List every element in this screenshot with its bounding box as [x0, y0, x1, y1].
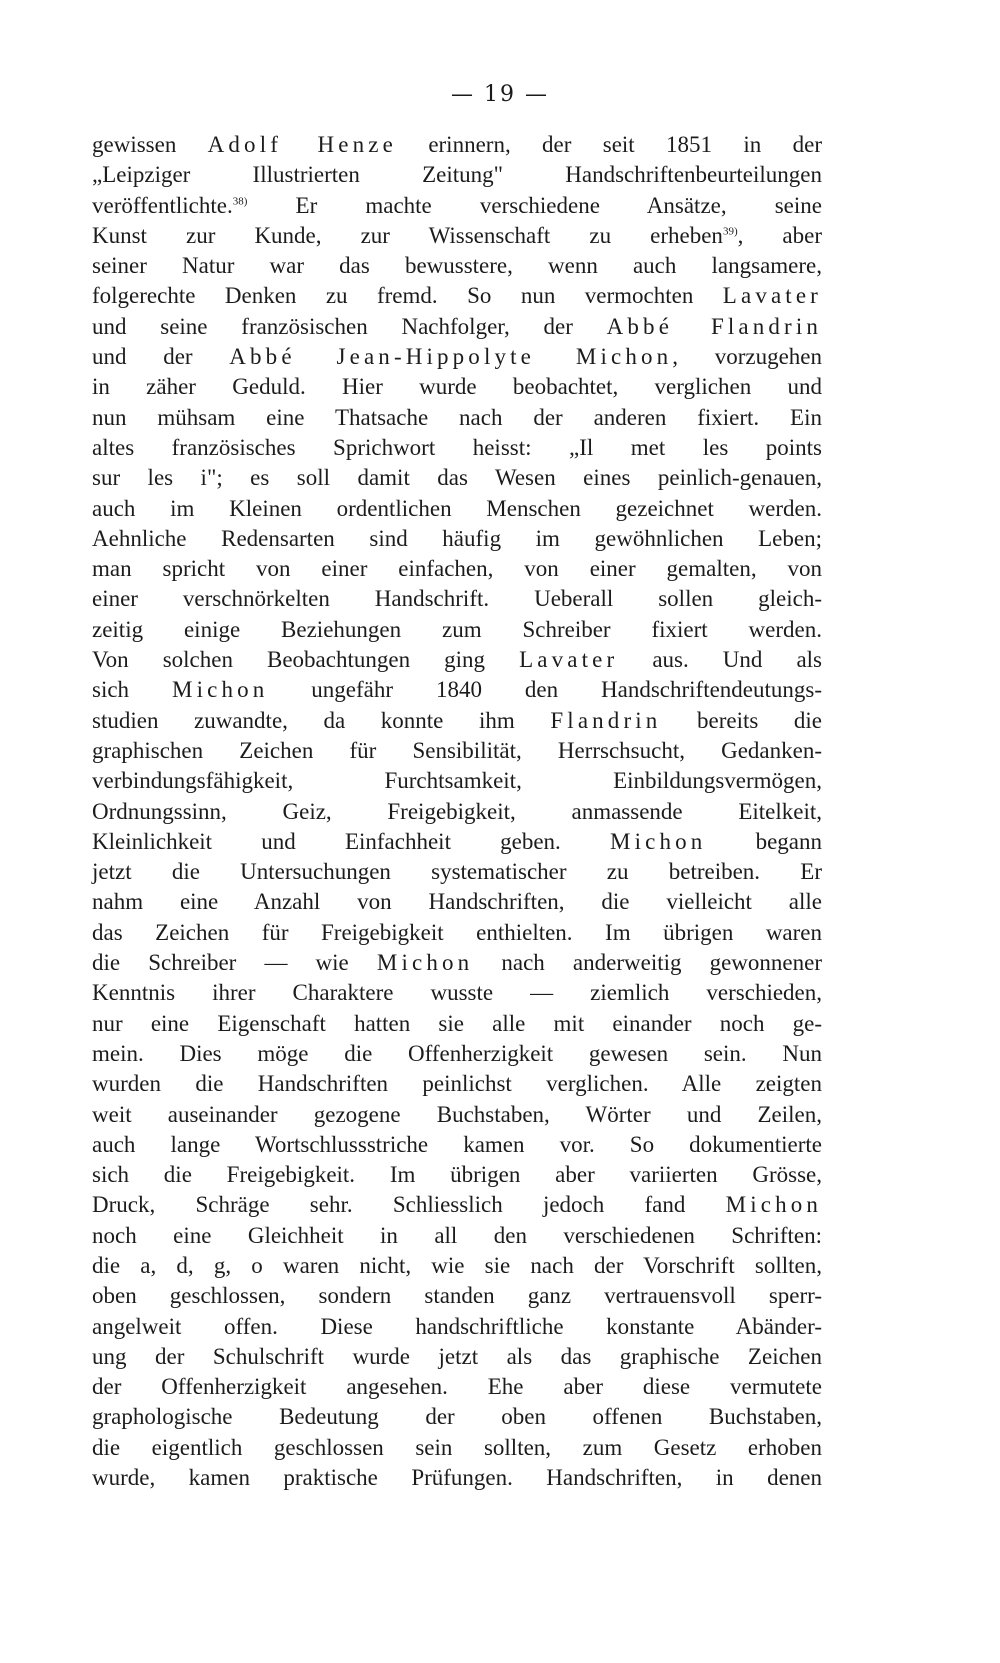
text-line [92, 130, 822, 160]
text-segment: graphologische Bedeutung der oben offenen Buchstaben, [92, 1404, 822, 1430]
text-segment: das Zeichen für Freigebigkeit enthielten. Im übrigen waren [92, 919, 822, 945]
text-line [92, 827, 822, 857]
text-segment: Kleinlichkeit und Einfachheit geben. [92, 828, 610, 854]
text-segment: , aber [737, 222, 823, 248]
text-line [92, 160, 822, 190]
text-segment: Druck, Schräge sehr. Schliesslich jedoch fand [92, 1192, 726, 1218]
text-line [92, 948, 822, 978]
body-text [92, 130, 822, 1493]
text-segment: noch eine Gleichheit in all den verschiedenen Schriften: [92, 1222, 822, 1248]
spaced-name: Michon [725, 1192, 822, 1218]
text-segment: seiner Natur war das bewusstere, wenn auch langsamere, [92, 253, 822, 279]
spaced-name: Adolf Henze [207, 132, 397, 157]
text-line [92, 615, 822, 645]
text-segment: die Schreiber — wie [92, 950, 377, 976]
text-segment: nun mühsam eine Thatsache nach der anderen fixiert. Ein [92, 404, 822, 430]
text-segment: Kunst zur Kunde, zur Wissenschaft zu erheben [92, 222, 723, 248]
spaced-name: Michon [376, 950, 474, 976]
text-segment: begann [706, 828, 822, 854]
text-segment: oben geschlossen, sondern standen ganz vertrauensvoll sperr- [92, 1283, 822, 1309]
text-line [92, 433, 822, 463]
spaced-name: Abbé Jean-Hippolyte Michon [229, 344, 673, 370]
text-segment: Kenntnis ihrer Charaktere wusste — ziemlich verschieden, [92, 980, 822, 1006]
text-segment: ung der Schulschrift wurde jetzt als das graphische Zeichen [92, 1343, 822, 1369]
text-line [92, 1402, 822, 1432]
text-segment: erinnern, der seit 1851 in der [396, 132, 822, 157]
text-segment: bereits die [661, 707, 823, 733]
text-line [92, 857, 822, 887]
text-segment: altes französisches Sprichwort heisst: „Il met les points [92, 434, 822, 460]
text-segment: jetzt die Untersuchungen systematischer zu betreiben. Er [92, 859, 822, 885]
text-line [92, 675, 822, 705]
spaced-name: Michon [610, 828, 707, 854]
text-segment: Ordnungssinn, Geiz, Freigebigkeit, anmassende Eitelkeit, [92, 798, 822, 824]
text-segment: sich die Freigebigkeit. Im übrigen aber variierten Grösse, [92, 1162, 822, 1188]
text-segment: aus. Und als [618, 647, 822, 673]
text-segment: weit auseinander gezogene Buchstaben, Wörter und Zeilen, [92, 1101, 822, 1127]
text-segment: veröffentlichte. [92, 192, 233, 218]
text-segment: sich [92, 677, 172, 703]
text-line [92, 1130, 822, 1160]
spaced-name: Michon [171, 677, 269, 703]
text-segment: gewissen [92, 132, 208, 157]
text-segment: verbindungsfähigkeit, Furchtsamkeit, Einbildungsvermögen, [92, 768, 822, 794]
text-line [92, 251, 822, 281]
text-segment: einer verschnörkelten Handschrift. Ueberall sollen gleich- [92, 586, 822, 612]
text-line [92, 1463, 822, 1493]
spaced-name: Abbé Flandrin [606, 313, 823, 339]
text-segment: nur eine Eigenschaft hatten sie alle mit einander noch ge- [92, 1010, 822, 1036]
text-line [92, 1342, 822, 1372]
text-line [92, 312, 822, 342]
text-line [92, 281, 822, 311]
text-segment: wurde, kamen praktische Prüfungen. Handschriften, in denen [92, 1465, 822, 1491]
text-line [92, 221, 822, 251]
text-line [92, 918, 822, 948]
text-segment: wurden die Handschriften peinlichst verglichen. Alle zeigten [92, 1071, 822, 1097]
text-segment: , vorzugehen [672, 344, 822, 370]
text-line [92, 978, 822, 1008]
text-segment: mein. Dies möge die Offenherzigkeit gewesen sein. Nun [92, 1040, 822, 1066]
text-line [92, 191, 822, 221]
text-line [92, 1190, 822, 1220]
text-line [92, 403, 822, 433]
text-segment: der Offenherzigkeit angesehen. Ehe aber diese vermutete [92, 1374, 822, 1400]
text-line [92, 1009, 822, 1039]
text-line [92, 1039, 822, 1069]
text-line [92, 766, 822, 796]
text-segment: nahm eine Anzahl von Handschriften, die vielleicht alle [92, 889, 822, 915]
spaced-name: Flandrin [550, 707, 662, 733]
text-segment: und seine französischen Nachfolger, der [92, 313, 607, 339]
spaced-name: Lavater [722, 283, 822, 309]
text-line [92, 797, 822, 827]
text-segment: studien zuwandte, da konnte ihm [92, 707, 551, 733]
footnote-marker: 38) [232, 194, 248, 207]
text-line [92, 463, 822, 493]
text-segment: und der [92, 344, 230, 370]
text-line [92, 887, 822, 917]
spaced-name: Lavater [519, 647, 619, 673]
text-line [92, 1069, 822, 1099]
text-segment: graphischen Zeichen für Sensibilität, Herrschsucht, Gedanken- [92, 737, 822, 763]
text-line [92, 554, 822, 584]
text-segment: zeitig einige Beziehungen zum Schreiber fixiert werden. [92, 616, 822, 642]
page-number: — 19 — [451, 82, 549, 107]
text-line [92, 1312, 822, 1342]
text-segment: Er machte verschiedene Ansätze, seine [247, 192, 822, 218]
footnote-marker: 39) [722, 225, 738, 238]
text-line [92, 1100, 822, 1130]
text-line [92, 342, 822, 372]
text-segment: Aehnliche Redensarten sind häufig im gewöhnlichen Leben; [92, 525, 822, 551]
text-line [92, 372, 822, 402]
text-segment: folgerechte Denken zu fremd. So nun vermochten [92, 283, 723, 309]
text-segment: die a, d, g, o waren nicht, wie sie nach der Vorschrift sollten, [92, 1252, 822, 1278]
text-line [92, 584, 822, 614]
text-segment: die eigentlich geschlossen sein sollten, zum Gesetz erhoben [92, 1434, 822, 1460]
text-line [92, 1221, 822, 1251]
text-line [92, 1372, 822, 1402]
text-segment: Von solchen Beobachtungen ging [92, 647, 520, 673]
text-line [92, 1251, 822, 1281]
text-segment: „Leipziger Illustrierten Zeitung" Handschriftenbeurteilungen [92, 162, 822, 188]
text-segment: sur les i"; es soll damit das Wesen eines peinlich-genauen, [92, 465, 822, 491]
text-segment: auch lange Wortschlussstriche kamen vor. So dokumentierte [92, 1131, 822, 1157]
text-line [92, 706, 822, 736]
text-line [92, 1433, 822, 1463]
text-segment: man spricht von einer einfachen, von einer gemalten, von [92, 556, 822, 582]
text-segment: angelweit offen. Diese handschriftliche konstante Abänder- [92, 1313, 822, 1339]
text-line [92, 1281, 822, 1311]
text-segment: ungefähr 1840 den Handschriftendeutungs- [268, 677, 822, 703]
text-segment: in zäher Geduld. Hier wurde beobachtet, verglichen und [92, 374, 822, 400]
text-segment: nach anderweitig gewonnener [473, 950, 822, 976]
text-line [92, 736, 822, 766]
text-segment: auch im Kleinen ordentlichen Menschen gezeichnet werden. [92, 495, 822, 521]
text-line [92, 1160, 822, 1190]
text-line [92, 524, 822, 554]
text-line [92, 645, 822, 675]
text-line [92, 494, 822, 524]
